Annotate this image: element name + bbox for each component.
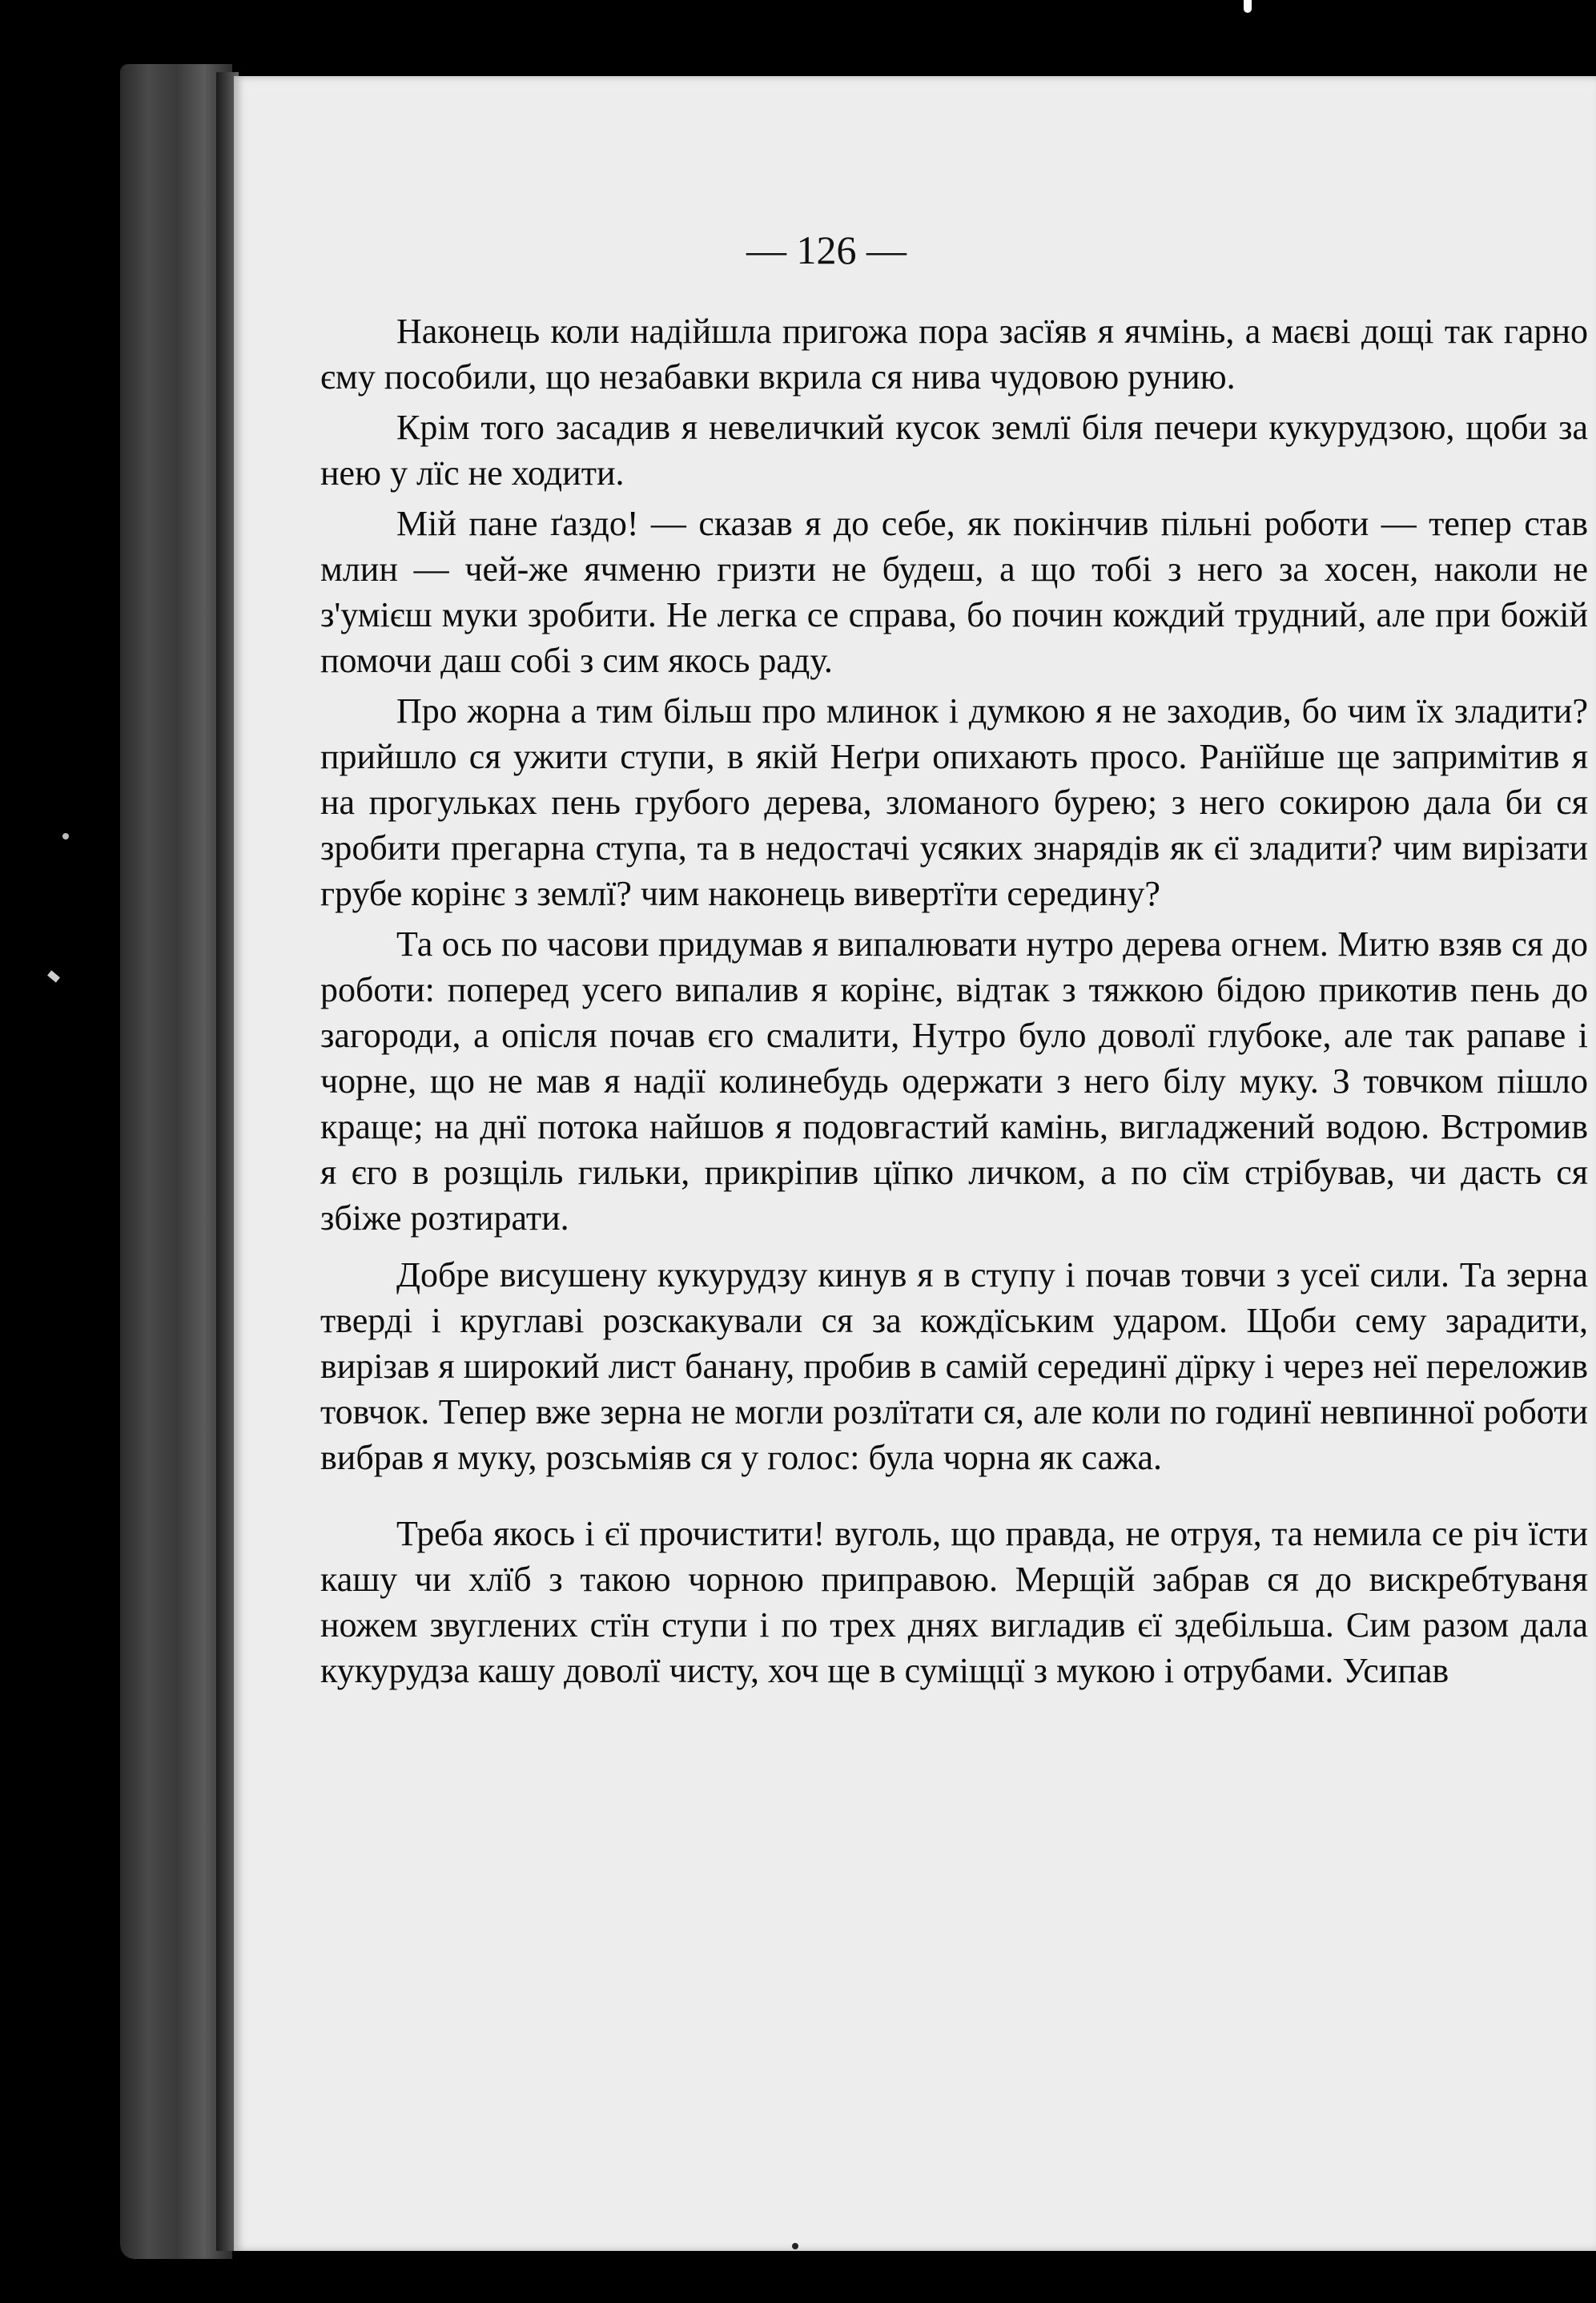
paragraph: Про жорна а тим більш про млинок і думкою я не заходив, бо чим їх зладити? прийшло ся ужити ступи, в якій Неґри опихають просо. Ранїйше ще запримітив я на прогульках пень грубого дерева, зломаного бурею; з него сокирою дала би ся зробити прегарна ступа, та в недостачі усяких знарядів як єї зладити? чим вирізати грубе корінє з землї? чим наконець вивертїти середину? [320, 691, 1588, 913]
paragraph: Добре висушену кукурудзу кинув я в ступу і почав товчи з усеї сили. Та зерна тверді і круглаві розскакували ся за кождїським ударом. Щоби сему зарадити, вирізав я широкий лист банану, пробив в самій серединї дїрку і через неї переложив товчок. Тепер вже зерна не могли розлїтати ся, але коли по годинї невпинної роботи вибрав я муку, розсьміяв ся у голос: була чорна як сажа. [320, 1255, 1588, 1477]
paragraph: Мій пане ґаздо! — сказав я до себе, як покінчив пільні роботи — тепер став млин — чей-же ячменю гризти не будеш, а що тобі з него за хосен, наколи не з'умієш муки зробити. Не легка се справа, бо почин кождий трудний, але при божій помочи даш собі з сим якось раду. [320, 504, 1588, 680]
ink-dot [792, 2243, 798, 2249]
paragraph: Та ось по часови придумав я випалювати нутро дерева огнем. Митю взяв ся до роботи: поперед усего випалив я корінє, відтак з тяжкою бідою прикотив пень до загороди, а опісля почав єго смалити, Нутро було доволї глубоке, але так рапаве і чорне, що не мав я надії колинебудь одержати з него білу муку. З товчком пішло краще; на днї потока найшов я подовгастий камінь, вигладжений водою. Встромив я єго в розщіль гильки, прикріпив цїпко личком, а по сїм стрібував, чи дасть ся збіже розтирати. [320, 924, 1588, 1238]
page-sheet [234, 76, 1596, 2251]
scan-speck [62, 833, 69, 839]
body-text [320, 308, 1588, 1693]
paragraph: Наконець коли надійшла пригожа пора засїяв я ячмінь, а маєві дощі так гарно єму пособили, що незабавки вкрила ся нива чудовою рунию. [320, 312, 1588, 397]
scan-speck [47, 970, 60, 982]
paragraph: Крім того засадив я невеличкий кусок землї біля печери кукурудзою, щоби за нею у лїс не ходити. [320, 408, 1588, 493]
page-number: — 126 — [746, 227, 907, 272]
book-spine [120, 64, 232, 2259]
paragraph: Треба якось і єї прочистити! вуголь, що правда, не отруя, та немила се річ їсти кашу чи хлїб з такою чорною приправою. Мерщій забрав ся до вискребтуваня ножем звуглених стїн ступи і по трех днях вигладив єї здебільша. Сим разом дала кукурудза кашу доволї чисту, хоч ще в суміщцї з мукою і отрубами. Усипав [320, 1514, 1588, 1690]
scan-artifact [1244, 0, 1252, 13]
